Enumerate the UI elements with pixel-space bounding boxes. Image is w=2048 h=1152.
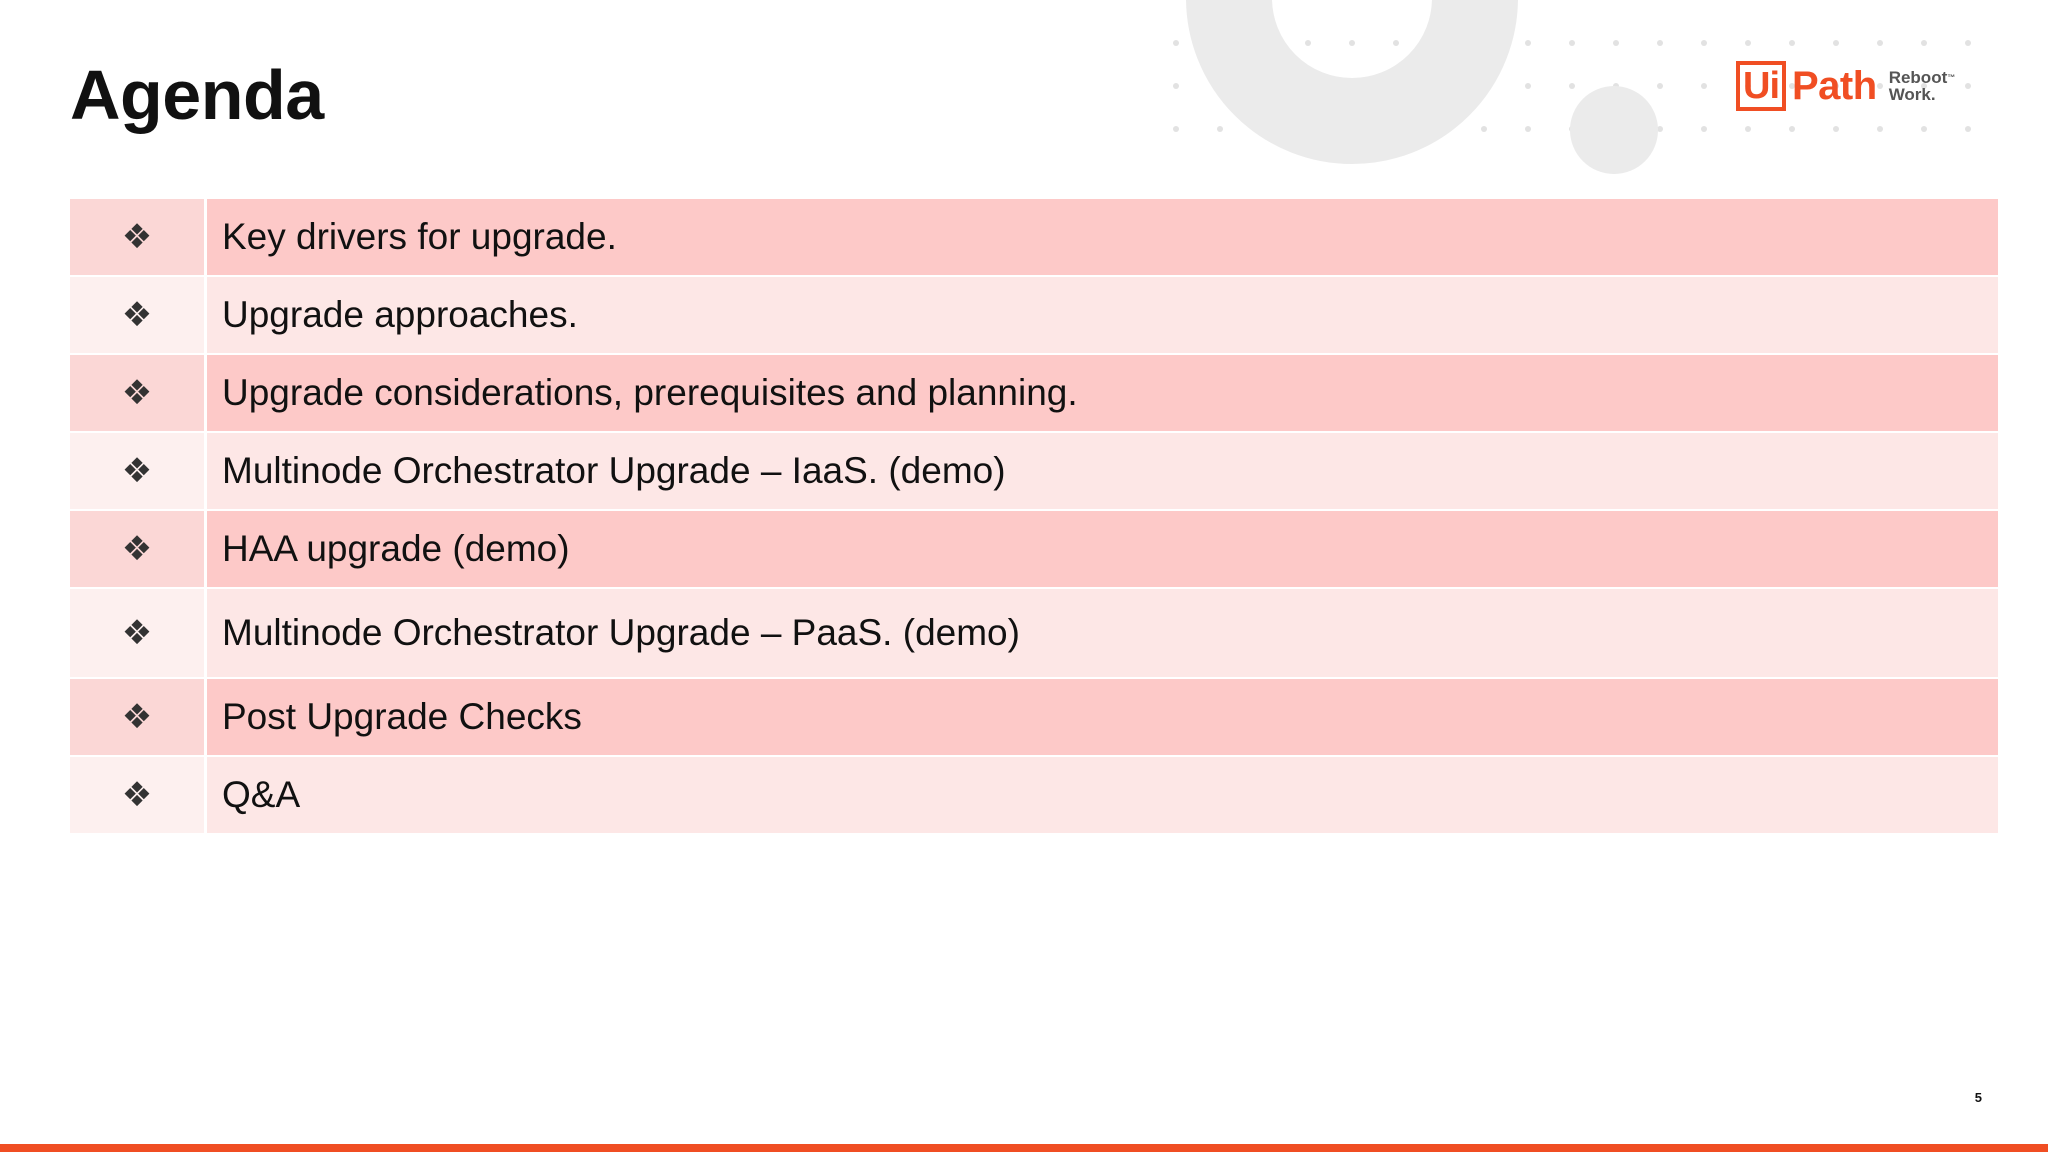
agenda-item-label: Q&A	[207, 757, 1998, 833]
footer-accent-bar	[0, 1144, 2048, 1152]
decor-dot	[1745, 40, 1751, 46]
decor-dot	[1877, 126, 1883, 132]
decor-dot	[1173, 126, 1179, 132]
decor-dot	[1349, 40, 1355, 46]
agenda-row	[70, 511, 1998, 589]
agenda-item-label: Upgrade approaches.	[207, 277, 1998, 353]
trademark-symbol: ™	[1947, 73, 1956, 82]
decor-dot	[1789, 126, 1795, 132]
decor-dot	[1657, 40, 1663, 46]
diamond-bullet-icon: ❖	[70, 277, 207, 353]
logo-box: Ui	[1736, 61, 1786, 111]
logo-tagline-line2: Work.	[1888, 85, 1936, 104]
uipath-logo	[1736, 56, 1955, 116]
logo-tagline-line1: Reboot™	[1888, 68, 1956, 87]
agenda-item-label: Multinode Orchestrator Upgrade – IaaS. (demo)	[207, 433, 1998, 509]
agenda-item-label: HAA upgrade (demo)	[207, 511, 1998, 587]
diamond-bullet-icon: ❖	[70, 355, 207, 431]
agenda-row	[70, 589, 1998, 679]
decor-dot	[1965, 126, 1971, 132]
decor-dot	[1965, 40, 1971, 46]
decor-dot	[1833, 126, 1839, 132]
diamond-bullet-icon: ❖	[70, 199, 207, 275]
decor-dot	[1745, 126, 1751, 132]
agenda-item-label: Upgrade considerations, prerequisites and planning.	[207, 355, 1998, 431]
agenda-row	[70, 679, 1998, 757]
decor-dot	[1173, 40, 1179, 46]
decor-dot	[1789, 40, 1795, 46]
decor-dot	[1393, 40, 1399, 46]
decor-dot	[1701, 40, 1707, 46]
logo-wordmark: Path	[1792, 63, 1877, 108]
decor-ring	[1229, 0, 1475, 121]
decor-dot	[1173, 83, 1179, 89]
agenda-table	[70, 199, 1998, 835]
agenda-row	[70, 757, 1998, 835]
decor-dot	[1525, 126, 1531, 132]
decor-dot	[1701, 83, 1707, 89]
agenda-row	[70, 355, 1998, 433]
decor-dot	[1921, 40, 1927, 46]
diamond-bullet-icon: ❖	[70, 757, 207, 833]
diamond-bullet-icon: ❖	[70, 511, 207, 587]
agenda-row	[70, 433, 1998, 511]
decor-dot	[1525, 40, 1531, 46]
decor-dot	[1481, 126, 1487, 132]
agenda-row	[70, 277, 1998, 355]
decor-dot	[1569, 40, 1575, 46]
decor-dot	[1833, 40, 1839, 46]
agenda-row	[70, 199, 1998, 277]
decor-dot	[1965, 83, 1971, 89]
diamond-bullet-icon: ❖	[70, 433, 207, 509]
decor-dot	[1525, 83, 1531, 89]
decor-dot	[1569, 83, 1575, 89]
decor-dot	[1217, 126, 1223, 132]
page-number: 5	[1974, 1090, 1982, 1105]
decor-dot	[1613, 40, 1619, 46]
agenda-item-label: Multinode Orchestrator Upgrade – PaaS. (demo)	[207, 589, 1998, 677]
agenda-item-label: Key drivers for upgrade.	[207, 199, 1998, 275]
decor-small-circle	[1570, 86, 1658, 174]
decor-dot	[1701, 126, 1707, 132]
page-title: Agenda	[70, 56, 324, 134]
decor-dot	[1877, 40, 1883, 46]
diamond-bullet-icon: ❖	[70, 679, 207, 755]
decor-dot	[1305, 40, 1311, 46]
diamond-bullet-icon: ❖	[70, 589, 207, 677]
agenda-item-label: Post Upgrade Checks	[207, 679, 1998, 755]
decor-dot	[1921, 126, 1927, 132]
decor-dot	[1657, 83, 1663, 89]
logo-tagline	[1889, 69, 1956, 103]
